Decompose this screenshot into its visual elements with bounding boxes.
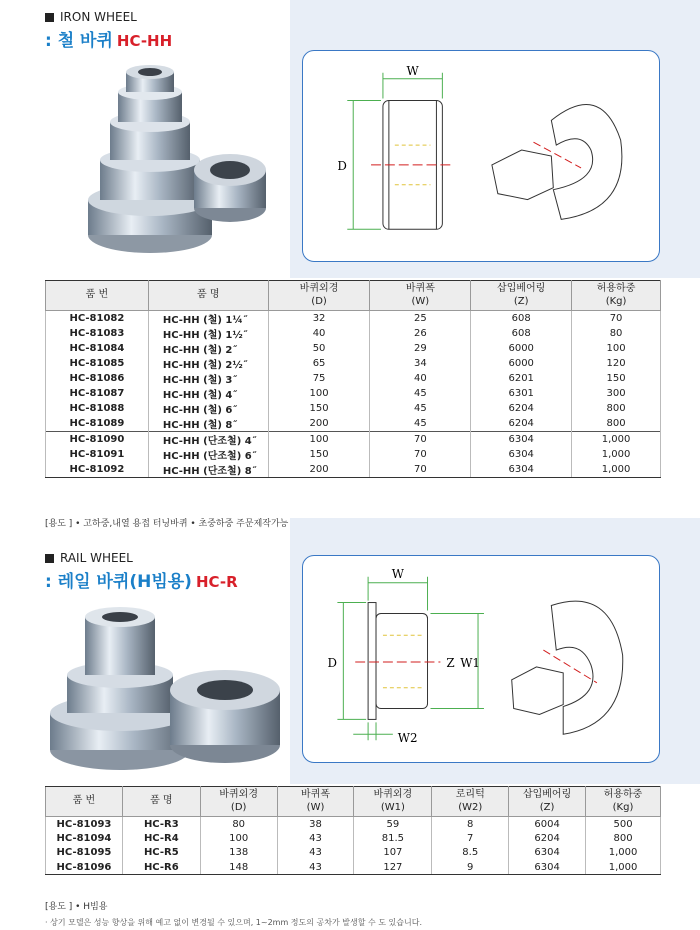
table-cell: HC-81088 bbox=[46, 401, 149, 416]
table-cell: 45 bbox=[370, 416, 471, 432]
table-cell: HC-HH (철) 6˝ bbox=[148, 401, 268, 416]
iron-usage-note: [용도 ] • 고하중,내열 용접 터닝바퀴 • 초중하중 주문제작가능 bbox=[45, 519, 289, 529]
rail-header-cell: 바퀴외경 (D) bbox=[200, 787, 277, 817]
rail-table-header bbox=[46, 787, 661, 817]
iron-section-heading bbox=[45, 10, 172, 51]
table-cell: 45 bbox=[370, 386, 471, 401]
rail-header-cell: 허용하중 (Kg) bbox=[586, 787, 661, 817]
table-cell: 6304 bbox=[471, 447, 572, 462]
table-cell: HC-81092 bbox=[46, 462, 149, 478]
rail-header-cell: 품 명 bbox=[122, 787, 200, 817]
rail-header-cell: 바퀴폭 (W) bbox=[277, 787, 354, 817]
table-cell: 70 bbox=[370, 447, 471, 462]
table-cell: HC-R6 bbox=[122, 860, 200, 875]
table-cell: 100 bbox=[572, 341, 661, 356]
table-cell: 6000 bbox=[471, 341, 572, 356]
table-cell: 70 bbox=[370, 462, 471, 478]
rail-header-cell: 로리턱 (W2) bbox=[432, 787, 509, 817]
table-cell: 43 bbox=[277, 860, 354, 875]
table-cell: 800 bbox=[572, 416, 661, 432]
table-cell: 500 bbox=[586, 817, 661, 832]
table-cell: 120 bbox=[572, 356, 661, 371]
table-cell: 65 bbox=[268, 356, 370, 371]
table-cell: HC-81086 bbox=[46, 371, 149, 386]
table-cell: HC-81094 bbox=[46, 831, 123, 846]
iron-header-cell: 허용하중 (Kg) bbox=[572, 281, 661, 311]
table-cell: 138 bbox=[200, 846, 277, 861]
rail-dim-w: W bbox=[391, 566, 404, 581]
table-cell: 6304 bbox=[509, 860, 586, 875]
rail-dim-d: D bbox=[327, 655, 338, 670]
table-cell: HC-R3 bbox=[122, 817, 200, 832]
square-bullet-icon bbox=[45, 554, 54, 563]
table-cell: 25 bbox=[370, 311, 471, 327]
table-row bbox=[46, 371, 661, 386]
table-cell: 6000 bbox=[471, 356, 572, 371]
table-cell: 100 bbox=[268, 386, 370, 401]
table-row bbox=[46, 831, 661, 846]
table-cell: 32 bbox=[268, 311, 370, 327]
table-cell: 127 bbox=[354, 860, 432, 875]
table-cell: 80 bbox=[572, 326, 661, 341]
rail-header-cell: 품 번 bbox=[46, 787, 123, 817]
iron-header-cell: 삽입베어링 (Z) bbox=[471, 281, 572, 311]
table-cell: 6304 bbox=[509, 846, 586, 861]
table-cell: 150 bbox=[572, 371, 661, 386]
table-cell: 6304 bbox=[471, 432, 572, 448]
table-cell: 81.5 bbox=[354, 831, 432, 846]
table-cell: 40 bbox=[268, 326, 370, 341]
iron-header-cell: 바퀴폭 (W) bbox=[370, 281, 471, 311]
table-cell: 6301 bbox=[471, 386, 572, 401]
table-cell: 1,000 bbox=[586, 860, 661, 875]
table-cell: 38 bbox=[277, 817, 354, 832]
table-cell: 1,000 bbox=[586, 846, 661, 861]
table-cell: HC-HH (철) 2½˝ bbox=[148, 356, 268, 371]
table-cell: HC-81087 bbox=[46, 386, 149, 401]
table-cell: 43 bbox=[277, 846, 354, 861]
rail-dim-z: Z bbox=[446, 655, 455, 670]
iron-table-header bbox=[46, 281, 661, 311]
table-cell: 148 bbox=[200, 860, 277, 875]
table-cell: 6204 bbox=[471, 416, 572, 432]
table-cell: HC-81096 bbox=[46, 860, 123, 875]
table-cell: 26 bbox=[370, 326, 471, 341]
iron-header-cell: 품 번 bbox=[46, 281, 149, 311]
table-row bbox=[46, 326, 661, 341]
table-row bbox=[46, 311, 661, 327]
table-cell: 70 bbox=[370, 432, 471, 448]
iron-en-title: IRON WHEEL bbox=[60, 10, 137, 24]
iron-code: HC-HH bbox=[116, 32, 173, 50]
table-cell: 6304 bbox=[471, 462, 572, 478]
table-cell: 40 bbox=[370, 371, 471, 386]
table-cell: HC-HH (철) 1½˝ bbox=[148, 326, 268, 341]
iron-header-cell: 품 명 bbox=[148, 281, 268, 311]
table-cell: 70 bbox=[572, 311, 661, 327]
iron-diagram bbox=[302, 50, 660, 262]
table-cell: 150 bbox=[268, 401, 370, 416]
table-cell: 8.5 bbox=[432, 846, 509, 861]
table-row bbox=[46, 817, 661, 832]
table-cell: 800 bbox=[586, 831, 661, 846]
rail-header-cell: 삽입베어링 (Z) bbox=[509, 787, 586, 817]
table-cell: HC-R5 bbox=[122, 846, 200, 861]
table-cell: 9 bbox=[432, 860, 509, 875]
table-cell: HC-81090 bbox=[46, 432, 149, 448]
rail-dim-w2: W2 bbox=[397, 731, 418, 746]
square-bullet-icon bbox=[45, 13, 54, 22]
iron-dim-d: D bbox=[337, 158, 347, 173]
table-cell: HC-R4 bbox=[122, 831, 200, 846]
table-cell: 7 bbox=[432, 831, 509, 846]
table-row bbox=[46, 416, 661, 432]
table-cell: HC-HH (철) 3˝ bbox=[148, 371, 268, 386]
table-cell: 1,000 bbox=[572, 462, 661, 478]
table-cell: 100 bbox=[200, 831, 277, 846]
table-cell: HC-HH (철) 8˝ bbox=[148, 416, 268, 432]
table-row bbox=[46, 341, 661, 356]
table-row bbox=[46, 447, 661, 462]
table-cell: 6201 bbox=[471, 371, 572, 386]
iron-dim-w: W bbox=[406, 63, 419, 78]
table-cell: 43 bbox=[277, 831, 354, 846]
rail-en-title: RAIL WHEEL bbox=[60, 551, 133, 565]
table-cell: 34 bbox=[370, 356, 471, 371]
table-cell: HC-HH (철) 2˝ bbox=[148, 341, 268, 356]
table-cell: 1,000 bbox=[572, 447, 661, 462]
table-cell: 200 bbox=[268, 462, 370, 478]
table-row bbox=[46, 386, 661, 401]
table-cell: 50 bbox=[268, 341, 370, 356]
rail-section-heading bbox=[45, 551, 238, 592]
rail-header-cell: 바퀴외경 (W1) bbox=[354, 787, 432, 817]
table-cell: 608 bbox=[471, 326, 572, 341]
table-cell: 300 bbox=[572, 386, 661, 401]
table-cell: HC-HH (철) 1¼˝ bbox=[148, 311, 268, 327]
iron-spec-table bbox=[45, 280, 661, 478]
iron-wheel-photo bbox=[70, 60, 290, 260]
table-cell: 1,000 bbox=[572, 432, 661, 448]
table-cell: 6004 bbox=[509, 817, 586, 832]
rail-diagram bbox=[302, 555, 660, 763]
table-row bbox=[46, 462, 661, 478]
table-cell: HC-81083 bbox=[46, 326, 149, 341]
table-cell: HC-HH (단조철) 4˝ bbox=[148, 432, 268, 448]
table-cell: HC-81085 bbox=[46, 356, 149, 371]
table-cell: HC-81093 bbox=[46, 817, 123, 832]
table-row bbox=[46, 356, 661, 371]
table-row bbox=[46, 860, 661, 875]
table-row bbox=[46, 432, 661, 448]
table-cell: 107 bbox=[354, 846, 432, 861]
table-cell: 80 bbox=[200, 817, 277, 832]
footnote: · 상기 모델은 성능 향상을 위해 예고 없이 변경될 수 있으며, 1~2mm 정도의 공차가 발생할 수 도 있습니다. bbox=[45, 918, 422, 927]
table-row bbox=[46, 846, 661, 861]
table-cell: 45 bbox=[370, 401, 471, 416]
table-cell: 100 bbox=[268, 432, 370, 448]
iron-header-cell: 바퀴외경 (D) bbox=[268, 281, 370, 311]
table-cell: 75 bbox=[268, 371, 370, 386]
table-cell: HC-81095 bbox=[46, 846, 123, 861]
table-cell: 6204 bbox=[509, 831, 586, 846]
rail-dim-w1: W1 bbox=[460, 655, 480, 670]
table-cell: 800 bbox=[572, 401, 661, 416]
table-cell: HC-81089 bbox=[46, 416, 149, 432]
table-cell: HC-81091 bbox=[46, 447, 149, 462]
rail-spec-table bbox=[45, 786, 661, 875]
table-cell: HC-81084 bbox=[46, 341, 149, 356]
table-cell: HC-HH (철) 4˝ bbox=[148, 386, 268, 401]
rail-wheel-photo bbox=[45, 595, 290, 780]
table-cell: HC-HH (단조철) 6˝ bbox=[148, 447, 268, 462]
iron-ko-title: : 철 바퀴 bbox=[45, 31, 113, 51]
table-cell: 6204 bbox=[471, 401, 572, 416]
table-row bbox=[46, 401, 661, 416]
table-cell: 8 bbox=[432, 817, 509, 832]
rail-code: HC-R bbox=[195, 573, 238, 591]
table-cell: 608 bbox=[471, 311, 572, 327]
table-cell: 200 bbox=[268, 416, 370, 432]
table-cell: HC-HH (단조철) 8˝ bbox=[148, 462, 268, 478]
rail-ko-title: : 레일 바퀴(H빔용) bbox=[45, 572, 192, 592]
table-cell: HC-81082 bbox=[46, 311, 149, 327]
rail-usage-note: [용도 ] • H빔용 bbox=[45, 902, 108, 912]
table-cell: 59 bbox=[354, 817, 432, 832]
table-cell: 150 bbox=[268, 447, 370, 462]
table-cell: 29 bbox=[370, 341, 471, 356]
